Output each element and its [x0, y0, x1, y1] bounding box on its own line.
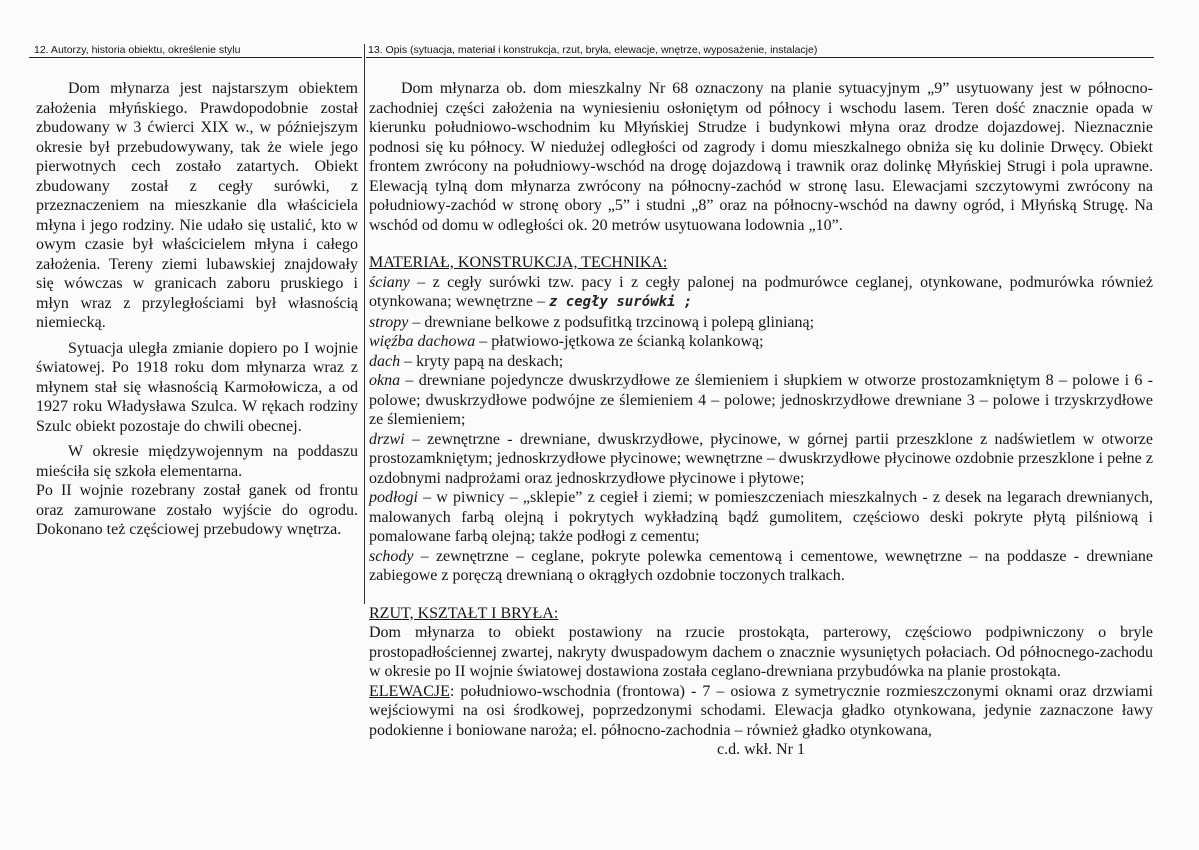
ceilings-term: stropy [369, 313, 409, 331]
header-rule-left [29, 57, 362, 58]
stairs-term: schody [369, 547, 414, 565]
roof-text: – kryty papą na deskach; [400, 352, 564, 370]
history-column [36, 79, 358, 540]
header-rule-right [366, 57, 1154, 58]
ceilings-text: – drewniane belkowe z podsufitką trzcinową i polepą glinianą; [408, 313, 815, 331]
section-13-header: 13. Opis (sytuacja, materiał i konstrukcja, rzut, bryła, elewacje, wnętrze, wyposażenie, instalacje) [368, 44, 818, 56]
material-heading [369, 253, 1153, 273]
plan-heading [369, 604, 1153, 624]
stairs-text: – zewnętrzne – ceglane, pokryte polewka cementową i cementowe, wewnętrzne – na poddasze - drewniane zabiegowe z poręczą drewnianą o okrągłych ozdobnie toczonych tralkach. [369, 547, 1153, 584]
elevations-entry [369, 682, 1153, 741]
floors-entry [369, 488, 1153, 547]
ceilings-entry [369, 313, 1153, 333]
history-paragraph-2: Sytuacja uległa zmianie dopiero po I wojnie światowej. Po 1918 roku dom młynarza wraz z młynem stał się własnością Karmołowicza, a od 1927 roku Władysława Szulca. W rękach rodziny Szulc obiekt pozostaje do chwili obecnej. [36, 339, 358, 435]
site-description: Dom młynarza ob. dom mieszkalny Nr 68 oznaczony na planie sytuacyjnym „9” usytuowany jest w północno-zachodniej części założenia na wyniesieniu osłoniętym od północy i wschodu lasem. Teren dość znacznie opada w kierunku południowo-wschodnim ku Młyńskiej Strudze i budynkowi młyna oraz drodze dojazdowej. Nieznacznie podnosi się ku północy. W niedużej odległości od zagrody i domu mieszkalnego obniża się ku dolinie Drwęcy. Obiekt frontem zwrócony na południowy-wschód na drogę dojazdową i trawnik oraz dolinkę Młyńskiej Strugi i pola uprawne. Elewacją tylną dom młynarza zwrócony na północny-zachód w stronę lasu. Elewacjami szczytowymi zwrócony na południowy-zachód w stronę obory „5” i studni „8” oraz na północny-wschód na dawny ogród, i Młyńską Strugę. Na wschód od domu w odległości ok. 20 metrów usytuowana lodownia „10”. [369, 80, 1153, 234]
walls-handwritten-note: z cegły surówki ; [548, 294, 693, 310]
roof-truss-text: – płatwiowo-jętkowa ze ścianką kolankową; [475, 333, 764, 350]
elevations-heading: ELEWACJE [369, 682, 450, 700]
continuation-note: c.d. wkł. Nr 1 [717, 741, 805, 758]
windows-text: – drewniane pojedyncze dwuskrzydłowe ze ślemieniem i słupkiem w otworze prostozamkniętym 8 – polowe i 6 - polowe; dwuskrzydłowe podwójne ze ślemieniem 4 – polowe; jednoskrzydłowe drewniane 3 – polowe i trzyskrzydłowe ze ślemieniem; [369, 372, 1153, 428]
stairs-entry [369, 547, 1153, 586]
walls-entry [369, 273, 1153, 313]
roof-entry [369, 352, 1153, 372]
plan-heading-text: RZUT, KSZTAŁT I BRYŁA: [369, 604, 559, 622]
roof-truss-entry [369, 332, 1153, 352]
elevations-text: : południowo-wschodnia (frontowa) - 7 – osiowa z symetrycznie rozmieszczonymi oknami oraz drzwiami wejściowymi na osi środkowej, poprzedzonymi schodami. Elewacja gładko otynkowana, jedynie zaznaczone ławy podokienne i boniowane naroża; el. północno-zachodnia – również gładko otynkowana, [369, 682, 1153, 739]
roof-truss-term: więźba dachowa [369, 333, 476, 350]
walls-term: ściany [369, 273, 410, 291]
history-paragraph-1: Dom młynarza jest najstarszym obiektem założenia młyńskiego. Prawdopodobnie został zbudowany w 3 ćwierci XIX w., w późniejszym okresie był przebudowywany, tak że wiele jego pierwotnych cech zostało zatartych. Obiekt zbudowany został z cegły surówki, z przeznaczeniem na mieszkanie dla właściciela młyna i jego rodziny. Nie udało się ustalić, kto w owym czasie był właścicielem młyna i całego założenia. Tereny ziemi lubawskiej znajdowały się wówczas w granicach zaboru pruskiego i młyn wraz z przyległościami był własnością niemiecką. [36, 80, 358, 331]
walls-text: – z cegły surówki tzw. pacy i z cegły palonej na podmurówce ceglanej, otynkowane, podmurówka również otynkowana; wewnętrzne – [369, 273, 1153, 310]
floors-term: podłogi [369, 489, 418, 506]
description-column [369, 79, 1153, 760]
section-12-header: 12. Autorzy, historia obiektu, określenie stylu [34, 44, 241, 56]
history-paragraph-3: W okresie międzywojennym na poddaszu mieściła się szkoła elementarna. [36, 443, 358, 480]
doors-text: – zewnętrzne - drewniane, dwuskrzydłowe, płycinowe, w górnej partii przeszklone z nadświetlem w otworze prostozamkniętym; jednoskrzydłowe płycinowe; wewnętrzne – dwuskrzydłowe płycinowe ozdobnie przeszklone i pełne z ozdobnymi nadprożami oraz jednoskrzydłowe płycinowe i płytowe; [369, 430, 1153, 487]
roof-term: dach [369, 352, 401, 370]
material-heading-text: MATERIAŁ, KONSTRUKCJA, TECHNIKA: [369, 254, 668, 271]
column-divider [364, 44, 365, 604]
floors-text: – w piwnicy – „sklepie” z cegieł i ziemi; w pomieszczeniach mieszkalnych - z desek na legarach drewnianych, malowanych farbą olejną i pokrytych wykładziną bądź gumolitem, częściowo deski pokryte płytą pilśniową i pomalowane farbą olejną; także podłogi z cementu; [369, 489, 1153, 545]
doors-term: drzwi [369, 430, 405, 448]
windows-term: okna [369, 372, 401, 389]
windows-entry [369, 371, 1153, 430]
doors-entry [369, 430, 1153, 489]
plan-text: Dom młynarza to obiekt postawiony na rzucie prostokąta, parterowy, częściowo podpiwniczony o bryle prostopadłościennej zwartej, nakryty dwuspadowym dachem o znacznie wysuniętych połaciach. Od północnego-zachodu w okresie po II wojnie światowej dostawiona została ceglano-drewniana przybudówka na planie prostokąta. [369, 624, 1153, 680]
history-paragraph-4: Po II wojnie rozebrany został ganek od frontu oraz zamurowane zostało wyjście do ogrodu. Dokonano też częściowej przebudowy wnętrza. [36, 482, 358, 538]
